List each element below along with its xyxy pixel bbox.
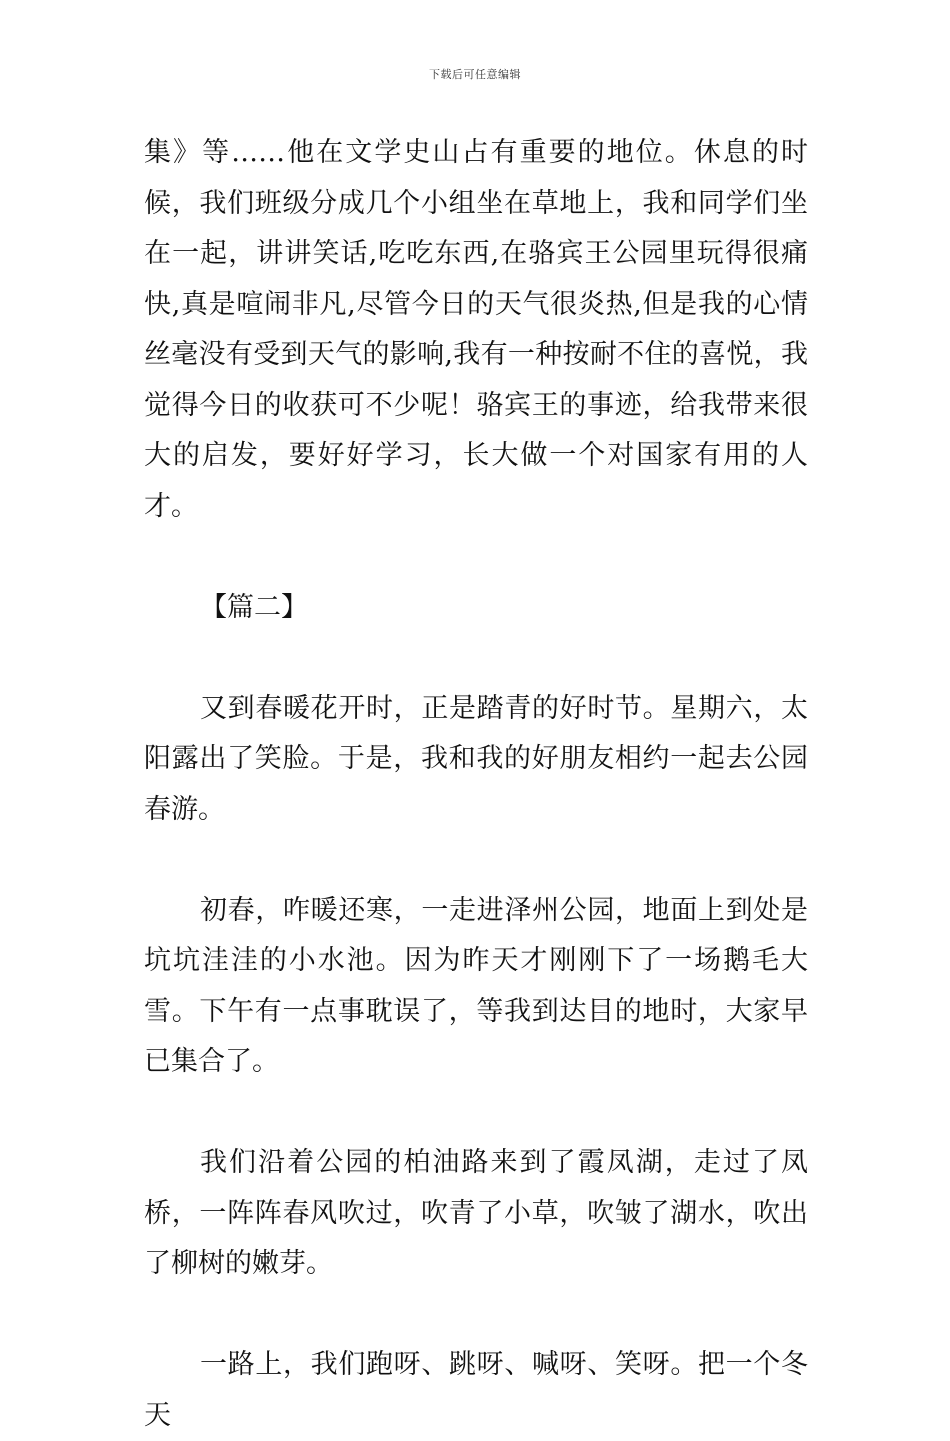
- paragraph-5: 一路上，我们跑呀、跳呀、喊呀、笑呀。把一个冬天: [144, 1349, 808, 1431]
- section-title: 【篇二】: [200, 591, 308, 623]
- page-header: 下载后可任意编辑: [429, 68, 521, 81]
- paragraph-1: 集》等……他在文学史山占有重要的地位。休息的时候，我们班级分成几个小组坐在草地上，我和同学们坐在一起，讲讲笑话,吃吃东西,在骆宾王公园里玩得很痛快,真是喧闹非凡,尽管今日的天气很炎热,但是我的心情丝毫没有受到天气的影响,我有一种按耐不住的喜悦，我觉得今日的收获可不少呢！骆宾王的事迹，给我带来很大的启发，要好好学习，长大做一个对国家有用的人才。: [144, 137, 808, 522]
- paragraph-4: 我们沿着公园的柏油路来到了霞凤湖，走过了凤桥，一阵阵春风吹过，吹青了小草，吹皱了湖水，吹出了柳树的嫩芽。: [144, 1147, 808, 1279]
- paragraph-2: 又到春暖花开时，正是踏青的好时节。星期六，太阳露出了笑脸。于是，我和我的好朋友相约一起去公园春游。: [144, 692, 808, 825]
- document-body: [144, 128, 808, 1441]
- paragraph-3: 初春，咋暖还寒，一走进泽州公园，地面上到处是坑坑洼洼的小水池。因为昨天才刚刚下了一场鹅毛大雪。下午有一点事耽误了，等我到达目的地时，大家早已集合了。: [144, 894, 808, 1077]
